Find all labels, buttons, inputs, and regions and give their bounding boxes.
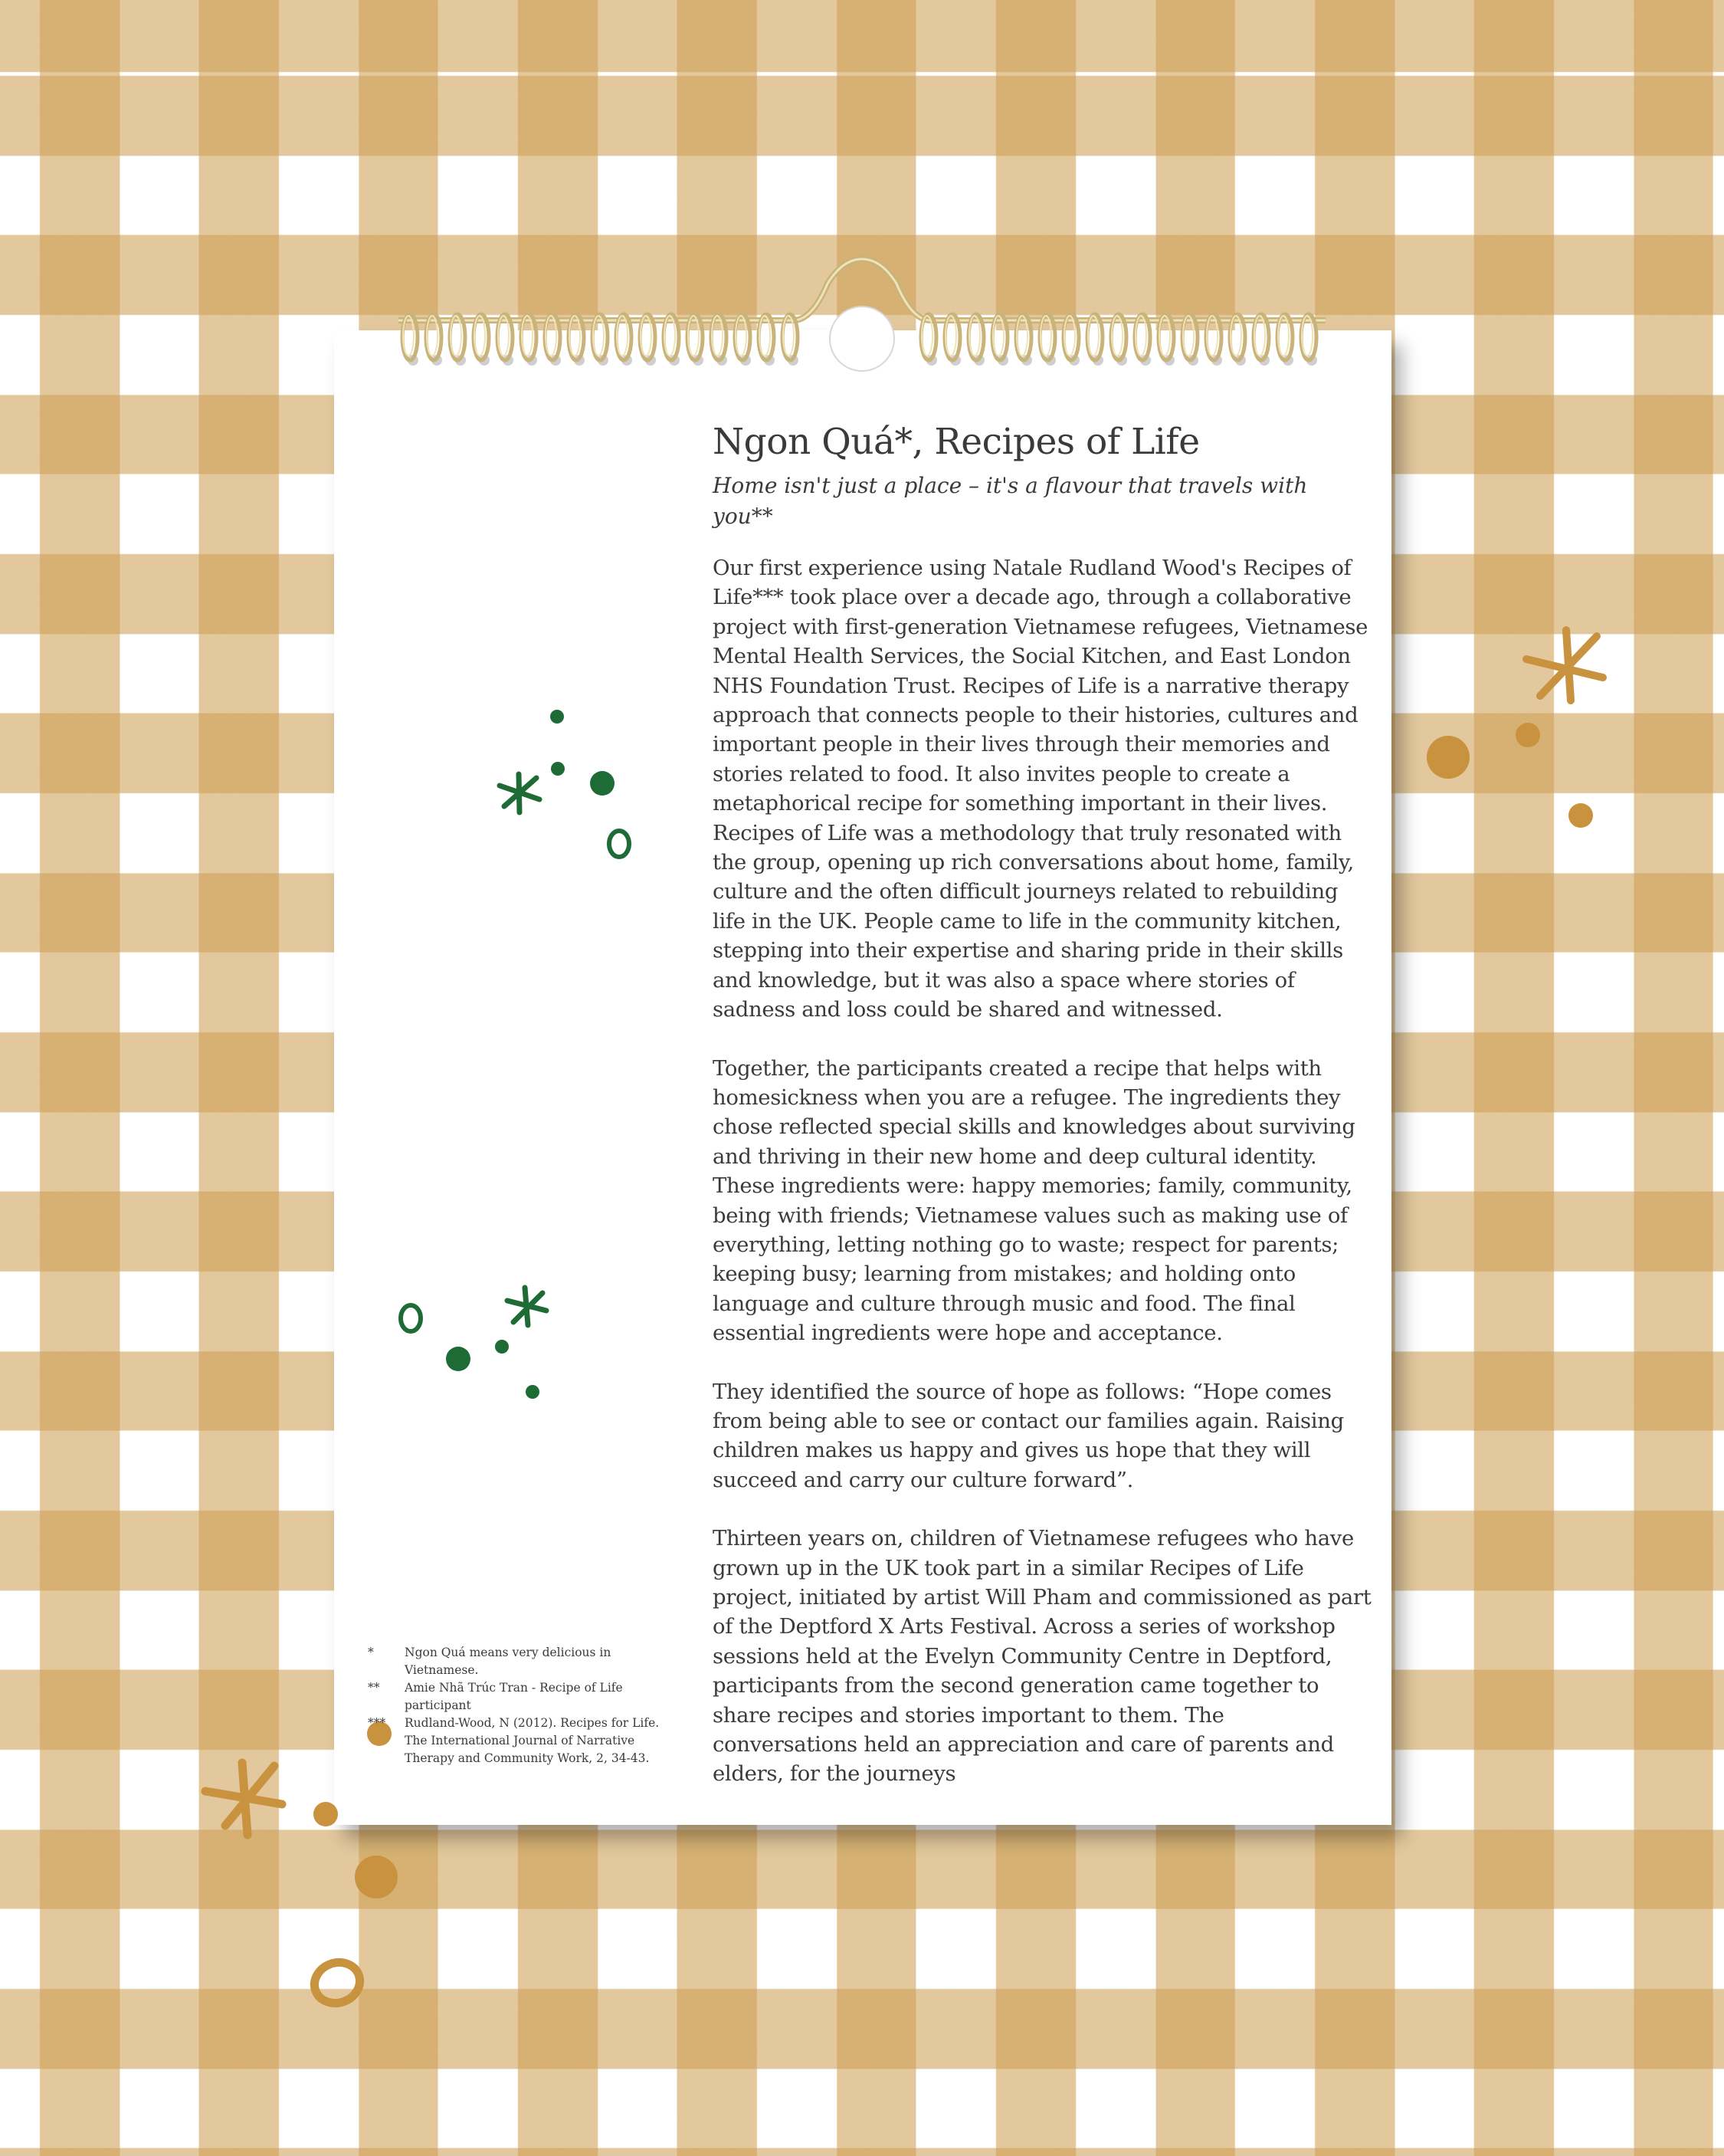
footnote	[368, 1644, 674, 1679]
green-dot-icon	[551, 762, 565, 776]
paragraph: Thirteen years on, children of Vietnamese refugees who have grown up in the UK took part in a similar Recipes of Life project, initiated by artist Will Pham and commissioned as part of the Deptford X Arts Festival. Across a series of workshop sessions held at the Evelyn Community Centre in Deptford, participants from the second generation came together to share recipes and stories important to them. The conversations held an appreciation and care of parents and elders, for the journeys	[713, 1526, 1372, 1787]
green-dot-icon	[526, 1385, 539, 1399]
green-asterisk-icon	[507, 1288, 546, 1325]
green-doodles-bottom	[387, 1276, 571, 1406]
footnote	[368, 1715, 674, 1767]
footnote-text: Amie Nhã Trúc Tran - Recipe of Life participant	[405, 1681, 623, 1712]
gold-dot-icon	[313, 1802, 338, 1826]
article	[713, 420, 1372, 1818]
green-ring-icon	[609, 831, 629, 857]
green-doodles-top	[490, 701, 644, 870]
footnote-mark: ***	[368, 1716, 386, 1730]
gold-dot-icon	[355, 1856, 398, 1898]
green-dot-icon	[590, 771, 615, 796]
page-title: Ngon Quá*, Recipes of Life	[713, 421, 1200, 463]
binding-hole	[830, 307, 894, 371]
green-dot-icon	[495, 1340, 509, 1354]
paragraph: Together, the participants created a recipe that helps with homesickness when you are a refugee. The ingredients they chose reflected special skills and knowledges about surviving and thriving in their new home and deep cultural identity. These ingredients were: happy memories; family, community, being with friends; Vietnamese values such as making use of everything, letting nothing go to waste; respect for parents; keeping busy; learning from mistakes; and holding onto language and culture through music and food. The final essential ingredients were hope and acceptance.	[713, 1055, 1355, 1346]
gold-dot-icon	[1568, 803, 1593, 828]
page-subtitle: Home isn't just a place – it's a flavour that travels with you**	[713, 473, 1308, 529]
green-dot-icon	[550, 710, 564, 724]
footnote	[368, 1679, 674, 1715]
gold-asterisk-icon	[205, 1763, 282, 1835]
footnote-mark: *	[368, 1646, 374, 1659]
gold-asterisk-icon	[1526, 630, 1603, 701]
paragraph: Our first experience using Natale Rudland Wood's Recipes of Life*** took place over a decade ago, through a collaborative project with first-generation Vietnamese refugees, Vietnamese Mental Health Services, the Social Kitchen, and East London NHS Foundation Trust. Recipes of Life is a narrative therapy approach that connects people to their histories, cultures and important people in their lives through their memories and stories related to food. It also invites people to create a metaphorical recipe for something important in their lives. Recipes of Life was a methodology that truly resonated with the group, opening up rich conversations about home, family, culture and the often difficult journeys related to rebuilding life in the UK. People came to life in the community kitchen, stepping into their expertise and sharing pride in their skills and knowledge, but it was also a space where stories of sadness and loss could be shared and witnessed.	[713, 556, 1368, 1022]
gold-ring-icon	[309, 1956, 365, 2009]
gold-dot-icon	[1516, 723, 1540, 747]
footnotes	[368, 1644, 674, 1767]
spiral-binding-icon	[383, 253, 1341, 376]
gold-dot-icon	[1427, 736, 1470, 779]
paragraph: They identified the source of hope as follows: “Hope comes from being able to see or contact our families again. Raising children makes us happy and gives us hope that they will succeed and carry our culture forward”.	[713, 1379, 1344, 1492]
green-ring-icon	[401, 1305, 421, 1331]
green-asterisk-icon	[500, 774, 539, 812]
green-dot-icon	[446, 1347, 470, 1371]
footnote-mark: **	[368, 1681, 380, 1695]
footnote-text: Rudland-Wood, N (2012). Recipes for Life. The International Journal of Narrative Therapy and Community Work, 2, 34-43.	[405, 1716, 660, 1765]
footnote-text: Ngon Quá means very delicious in Vietnamese.	[405, 1646, 611, 1677]
